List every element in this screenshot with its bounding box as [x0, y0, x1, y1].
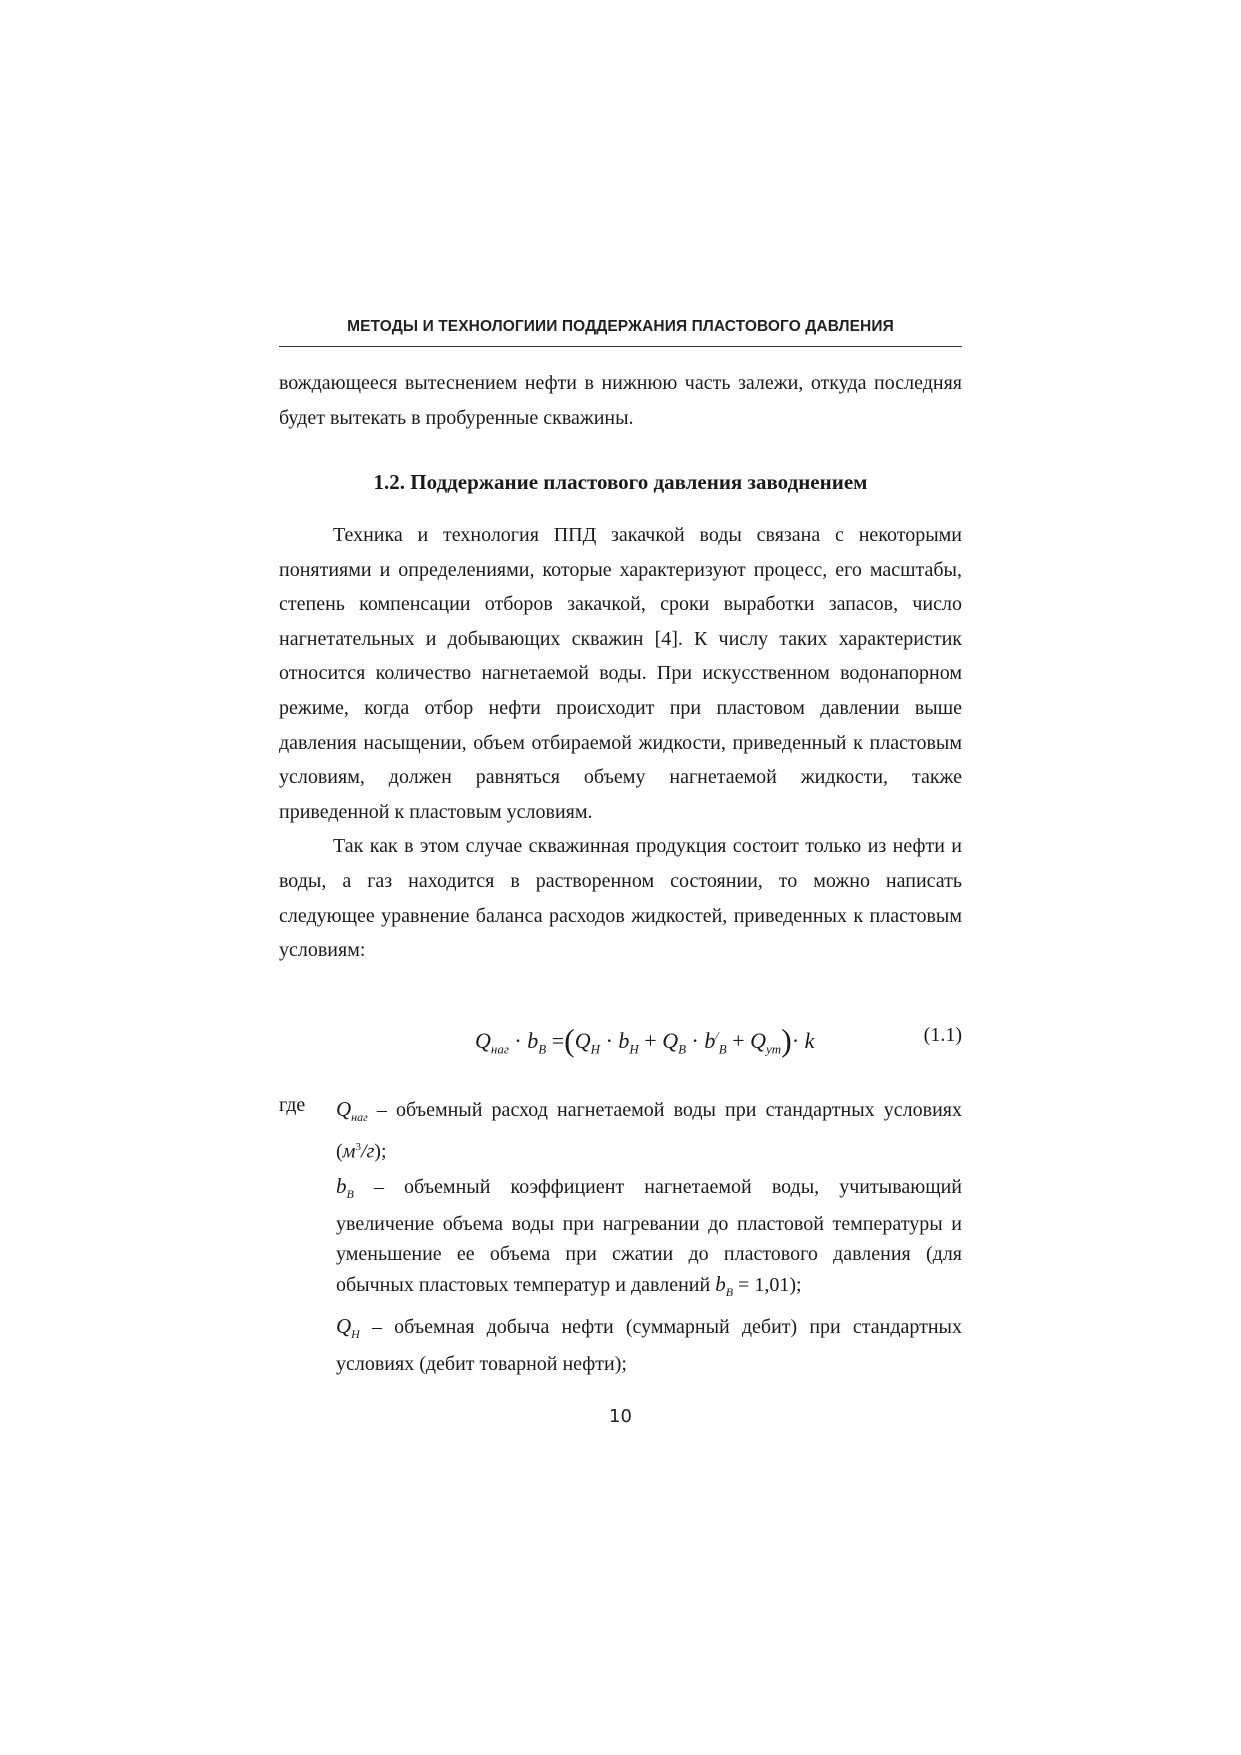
symbol-q-nag: $Q_{наг}$ — [336, 1097, 368, 1125]
equation-expression: $Q_{наг} \cdot b_B =(Q_H \cdot b_H + Q_B \cdot b^/_B + Q_{ут})\cdot k$ — [475, 1022, 815, 1058]
definition-q-h: $Q_H$ – объемная добыча нефти (суммарный дебит) при стандартных условиях (дебит товарной нефти); — [336, 1314, 962, 1376]
paragraph-1: Техника и технология ППД закачкой воды связана с некоторыми понятиями и определениями, которые характеризуют процесс, его масштабы, степень компенсации отборов закачкой, сроки выработки запасов, число нагнетательных и добывающих скважин [4]. К числу таких характеристик относится количество нагнетаемой воды. При искусственном водонапорном режиме, когда отбор нефти происходит при пластовом давлении выше давления насыщении, объем отбираемой жидкости, приведенный к пластовым условиям, должен равняться объему нагнетаемой жидкости, также приведенной к пластовым условиям. — [279, 524, 962, 823]
running-header: МЕТОДЫ И ТЕХНОЛОГИИИ ПОДДЕРЖАНИЯ ПЛАСТОВОГО ДАВЛЕНИЯ — [347, 318, 894, 335]
header-rule — [279, 346, 962, 347]
definition-b-b: $b_B$ – объемный коэффициент нагнетаемой воды, учитывающий увеличение объема воды при нагревании до пластовой температуры и уменьшение ее объема при сжатии до пластового давления (для обычных пластовых температур и давлений $b_B = 1,01$); — [336, 1173, 962, 1300]
page-number: 10 — [609, 1406, 632, 1427]
section-heading: 1.2. Поддержание пластового давления заводнением — [373, 470, 868, 494]
main-text — [279, 518, 962, 968]
equation-1-1 — [279, 1022, 962, 1062]
equation-number: (1.1) — [923, 1024, 962, 1046]
definitions-list — [336, 1094, 962, 1383]
intro-text — [279, 366, 962, 435]
intro-paragraph: вождающееся вытеснением нефти в нижнюю часть залежи, откуда последняя будет вытекать в пробуренные скважины. — [279, 372, 962, 429]
definition-q-nag: $Q_{наг}$ – объемный расход нагнетаемой воды при стандартных условиях $(м^3/г)$; — [336, 1097, 962, 1163]
symbol-q-h: $Q_H$ — [336, 1314, 360, 1342]
paragraph-2: Так как в этом случае скважинная продукция состоит только из нефти и воды, а газ находится в растворенном состоянии, то можно написать следующее уравнение баланса расходов жидкостей, приведенных к пластовым условиям: — [279, 835, 962, 962]
where-label: где — [279, 1094, 306, 1116]
symbol-b-b: $b_B$ — [336, 1173, 354, 1202]
